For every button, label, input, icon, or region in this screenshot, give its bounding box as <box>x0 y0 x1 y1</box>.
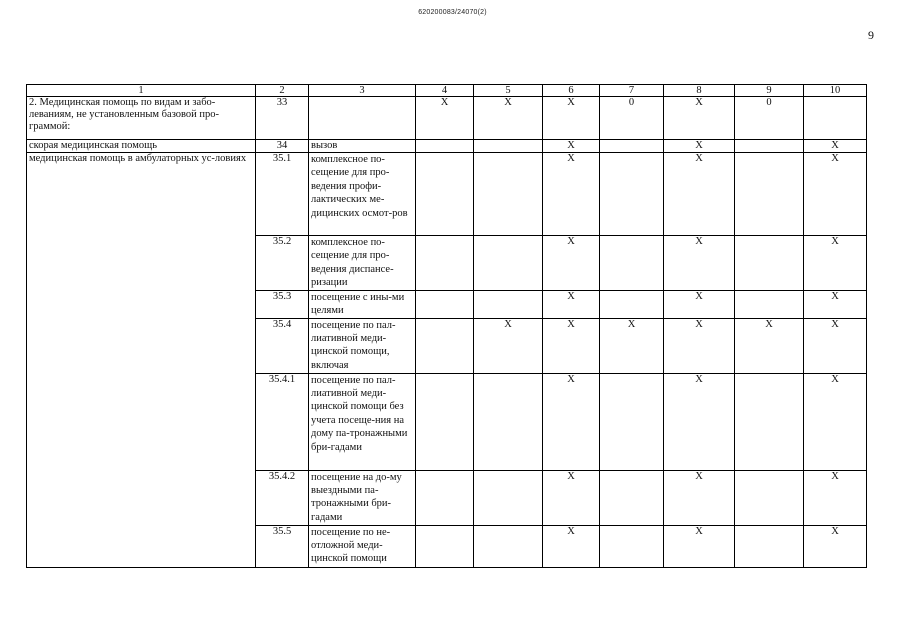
column-header: 10 <box>804 85 867 97</box>
column-header: 5 <box>474 85 543 97</box>
row-unit <box>309 470 416 525</box>
value-cell <box>735 153 804 236</box>
value-cell: X <box>474 97 543 140</box>
value-cell: X <box>664 318 735 373</box>
value-cell: X <box>543 140 600 153</box>
row-name: медицинская помощь в амбулаторных ус-ловиях <box>27 153 256 568</box>
value-cell <box>416 373 474 470</box>
value-cell <box>735 236 804 291</box>
value-cell: 0 <box>735 97 804 140</box>
value-cell: X <box>804 525 867 567</box>
column-header: 4 <box>416 85 474 97</box>
row-unit-text: посещение на до-му выездными па-тронажными бри-гадами <box>311 471 402 523</box>
value-cell: X <box>543 525 600 567</box>
row-name: 2. Медицинская помощь по видам и забо-леваниям, не установленным базовой про-граммой: <box>27 97 256 140</box>
column-header: 9 <box>735 85 804 97</box>
value-cell <box>735 290 804 318</box>
row-unit <box>309 525 416 567</box>
row-number: 35.4 <box>256 318 309 373</box>
row-unit <box>309 318 416 373</box>
value-cell <box>735 140 804 153</box>
value-cell: X <box>804 236 867 291</box>
value-cell: X <box>664 470 735 525</box>
row-number: 35.3 <box>256 290 309 318</box>
row-unit <box>309 290 416 318</box>
value-cell: X <box>664 373 735 470</box>
row-unit: вызов <box>309 140 416 153</box>
value-cell <box>600 236 664 291</box>
value-cell <box>600 470 664 525</box>
row-unit-text: посещение по не-отложной меди-цинской помощи <box>311 526 391 565</box>
value-cell <box>600 153 664 236</box>
value-cell <box>474 525 543 567</box>
value-cell: X <box>543 318 600 373</box>
row-number: 35.1 <box>256 153 309 236</box>
value-cell <box>804 97 867 140</box>
column-header: 1 <box>27 85 256 97</box>
value-cell: X <box>804 373 867 470</box>
value-cell <box>600 525 664 567</box>
column-number-row <box>27 85 867 97</box>
value-cell <box>600 140 664 153</box>
row-unit-text: комплексное по-сещение для про-ведения профи-лактических ме-дицинских осмот-ров <box>311 154 408 219</box>
value-cell: X <box>543 290 600 318</box>
row-number: 34 <box>256 140 309 153</box>
value-cell <box>416 236 474 291</box>
value-cell: X <box>664 525 735 567</box>
table-row <box>27 153 867 236</box>
value-cell <box>735 525 804 567</box>
row-unit <box>309 373 416 470</box>
value-cell <box>416 525 474 567</box>
value-cell: X <box>804 470 867 525</box>
value-cell: X <box>543 470 600 525</box>
value-cell: X <box>543 97 600 140</box>
value-cell <box>474 470 543 525</box>
value-cell: X <box>600 318 664 373</box>
row-unit <box>309 153 416 236</box>
value-cell: X <box>804 153 867 236</box>
value-cell: X <box>543 153 600 236</box>
value-cell <box>416 153 474 236</box>
value-cell: X <box>664 140 735 153</box>
row-number: 35.4.2 <box>256 470 309 525</box>
value-cell: X <box>664 153 735 236</box>
row-unit-text: посещение по пал-лиативной меди-цинской помощи без учета посеще-ния на дому па-тронажными бри-гадами <box>311 374 408 453</box>
value-cell: X <box>416 97 474 140</box>
value-cell: X <box>664 290 735 318</box>
value-cell: X <box>664 97 735 140</box>
column-header: 6 <box>543 85 600 97</box>
value-cell: X <box>804 318 867 373</box>
page-number: 9 <box>868 28 874 42</box>
value-cell <box>735 470 804 525</box>
row-number: 35.2 <box>256 236 309 291</box>
row-unit-text: посещение по пал-лиативной меди-цинской помощи, включая <box>311 319 396 371</box>
document-id: 620200083/24070(2) <box>418 9 487 16</box>
value-cell <box>474 373 543 470</box>
value-cell: X <box>664 236 735 291</box>
data-table <box>26 84 867 568</box>
value-cell <box>474 140 543 153</box>
value-cell <box>474 236 543 291</box>
column-header: 7 <box>600 85 664 97</box>
value-cell <box>600 373 664 470</box>
row-unit <box>309 236 416 291</box>
value-cell: X <box>543 236 600 291</box>
value-cell <box>735 373 804 470</box>
row-unit-text: посещение с ины-ми целями <box>311 291 405 317</box>
column-header: 3 <box>309 85 416 97</box>
table-row <box>27 97 867 140</box>
value-cell <box>474 290 543 318</box>
value-cell: X <box>474 318 543 373</box>
column-header: 8 <box>664 85 735 97</box>
value-cell <box>416 290 474 318</box>
row-number: 35.5 <box>256 525 309 567</box>
value-cell: X <box>543 373 600 470</box>
value-cell: X <box>804 140 867 153</box>
row-name: скорая медицинская помощь <box>27 140 256 153</box>
row-number: 35.4.1 <box>256 373 309 470</box>
value-cell <box>600 290 664 318</box>
value-cell <box>416 140 474 153</box>
value-cell: X <box>735 318 804 373</box>
row-number: 33 <box>256 97 309 140</box>
column-header: 2 <box>256 85 309 97</box>
value-cell <box>416 470 474 525</box>
value-cell: X <box>804 290 867 318</box>
value-cell <box>474 153 543 236</box>
table-row <box>27 140 867 153</box>
value-cell: 0 <box>600 97 664 140</box>
row-unit <box>309 97 416 140</box>
value-cell <box>416 318 474 373</box>
row-unit-text: комплексное по-сещение для про-ведения диспансе-ризации <box>311 237 394 289</box>
